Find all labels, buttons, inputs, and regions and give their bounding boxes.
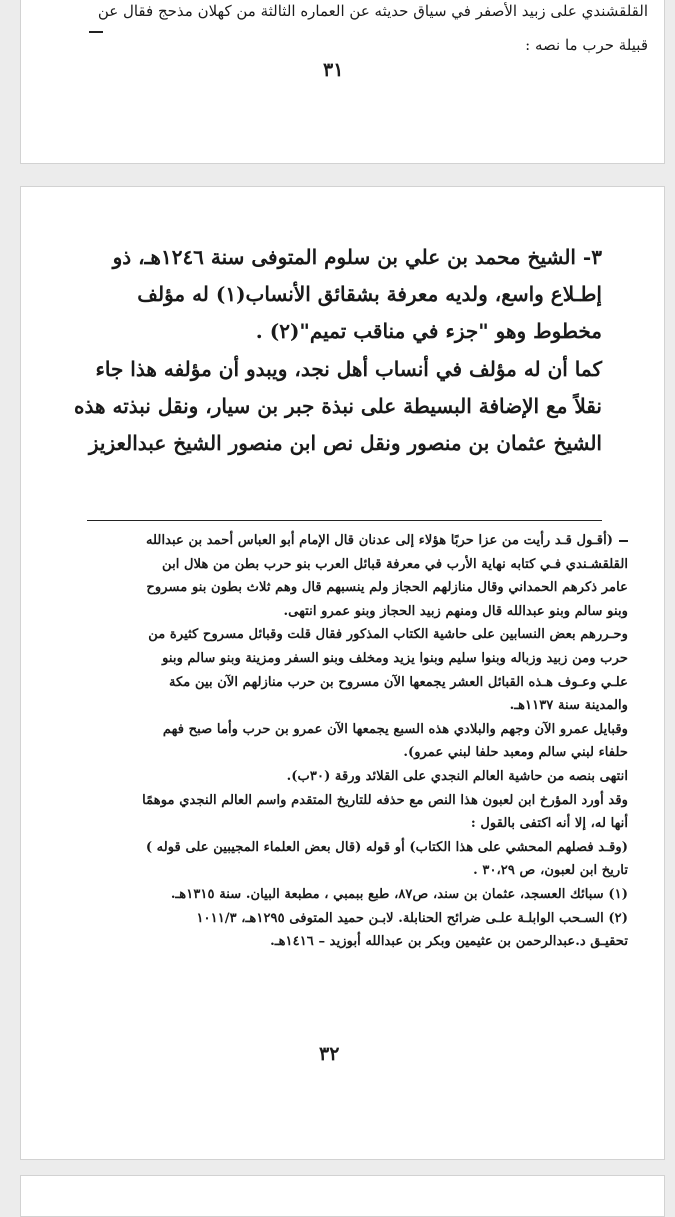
footnote-1: (١) سبائك العسجد، عثمان بن سند، ص٨٧، طبع ببمبي ، مطبعة البيان. سنة ١٣١٥هـ.	[170, 886, 628, 902]
note-line: تاريخ ابن لعبون، ص ٣٠،٢٩ .	[473, 863, 628, 879]
note-dash-mark	[619, 540, 628, 542]
note-line: علـي وعـوف هـذه القبائل العشر يجمعها الآن مسروح بن حرب منازلهم الآن بين مكة	[168, 674, 628, 690]
item-3-line-3: مخطوط وهو "جزء في مناقب تميم"(٢) .	[255, 319, 602, 343]
note-line: (وقـد فصلهم المحشي على هذا الكتاب) أو قوله (قال بعض العلماء المجيبين على قوله )	[145, 839, 628, 855]
note-line: حرب ومن زبيد وزباله وبنوا سليم وبنوا يزيد ومخلف وبنو السفر ومزينة وبنو سالم وبنو	[162, 650, 628, 666]
item-3-paragraph	[51, 239, 602, 350]
item-3-line-2: إطـلاع واسع، ولديه معرفة بشقائق الأنساب(١) له مؤلف	[137, 282, 602, 306]
note-line: وحـررهم بعض النسابين على حاشية الكتاب المذكور فقال قلت وقبائل مسروح كثيرة من	[148, 627, 628, 643]
page-number: ٣٢	[319, 1043, 340, 1065]
previous-page	[20, 0, 665, 164]
note-line: القلقشـندي فـي كتابه نهاية الأرب في معرفة قبائل العرب بنو حرب بطن من هلال ابن	[162, 556, 628, 572]
main-page	[20, 186, 665, 1160]
prev-dash-mark	[89, 31, 103, 33]
note-text: (أقـول قـد رأيت من عزا حربًا هؤلاء إلى عدنان قال الإمام أبو العباس أحمد بن عبدالله	[145, 533, 613, 548]
footnote-2-cont: تحقيـق د.عبدالرحمن بن عثيمين وبكر بن عبدالله أبوزيد – ١٤١٦هـ.	[270, 934, 628, 950]
note-line: حلفاء لبني سالم ومعبد حلفا لبني عمرو).	[403, 745, 628, 761]
body-line-3: الشيخ عثمان بن منصور ونقل نص ابن منصور الشيخ عبدالعزيز	[88, 431, 602, 455]
next-page	[20, 1175, 665, 1217]
footnote-divider	[87, 520, 602, 521]
notes-block	[63, 529, 628, 954]
body-line-2: نقلاً مع الإضافة البسيطة على نبذة جبر بن سيار، ونقل نبذته هذه	[73, 394, 602, 418]
note-line: عامر ذكرهم الحمداني وقال منازلهم الحجاز ولم ينسبهم قال وهم ثلاث بطون بنو مسروح	[146, 580, 628, 596]
prev-page-number: ٣١	[323, 59, 344, 81]
note-line: والمدينة سنة ١١٣٧هـ.	[509, 698, 628, 714]
note-line	[63, 529, 628, 553]
note-line: أنها له، إلا أنه اكتفى بالقول :	[470, 816, 628, 832]
body-paragraph	[51, 351, 602, 462]
note-line: وقد أورد المؤرخ ابن لعبون هذا النص مع حذفه للتاريخ المتقدم واسم العالم النجدي موهمًا	[142, 792, 628, 808]
prev-line-2: قبيلة حرب ما نصه :	[525, 36, 648, 54]
body-line-1: كما أن له مؤلف في أنساب أهل نجد، ويبدو أن مؤلفه هذا جاء	[95, 357, 602, 381]
note-line: وبنو سالم وبنو عبدالله قال ومنهم زبيد الحجاز وبنو عمرو انتهى.	[283, 603, 628, 619]
footnote-2: (٢) السـحب الوابلـة علـى ضرائح الحنابلة. لابـن حميد المتوفى ١٢٩٥هـ، ١٠١١/٣	[196, 910, 628, 926]
note-line: انتهى بنصه من حاشية العالم النجدي على القلائد ورقة (٣٠ب).	[286, 768, 628, 784]
prev-line-1: القلقشندي على زبيد الأصفر في سياق حديثه عن العماره الثالثة من كهلان مذحج فقال عن	[97, 2, 648, 20]
item-3-line-1: ٣- الشيخ محمد بن علي بن سلوم المتوفى سنة ١٢٤٦هـ، ذو	[112, 245, 602, 269]
note-line: وقبايل عمرو الآن وجهم والبلادي هذه السبع يجمعها الآن عمرو بن حرب وأما صبح فهم	[162, 721, 628, 737]
